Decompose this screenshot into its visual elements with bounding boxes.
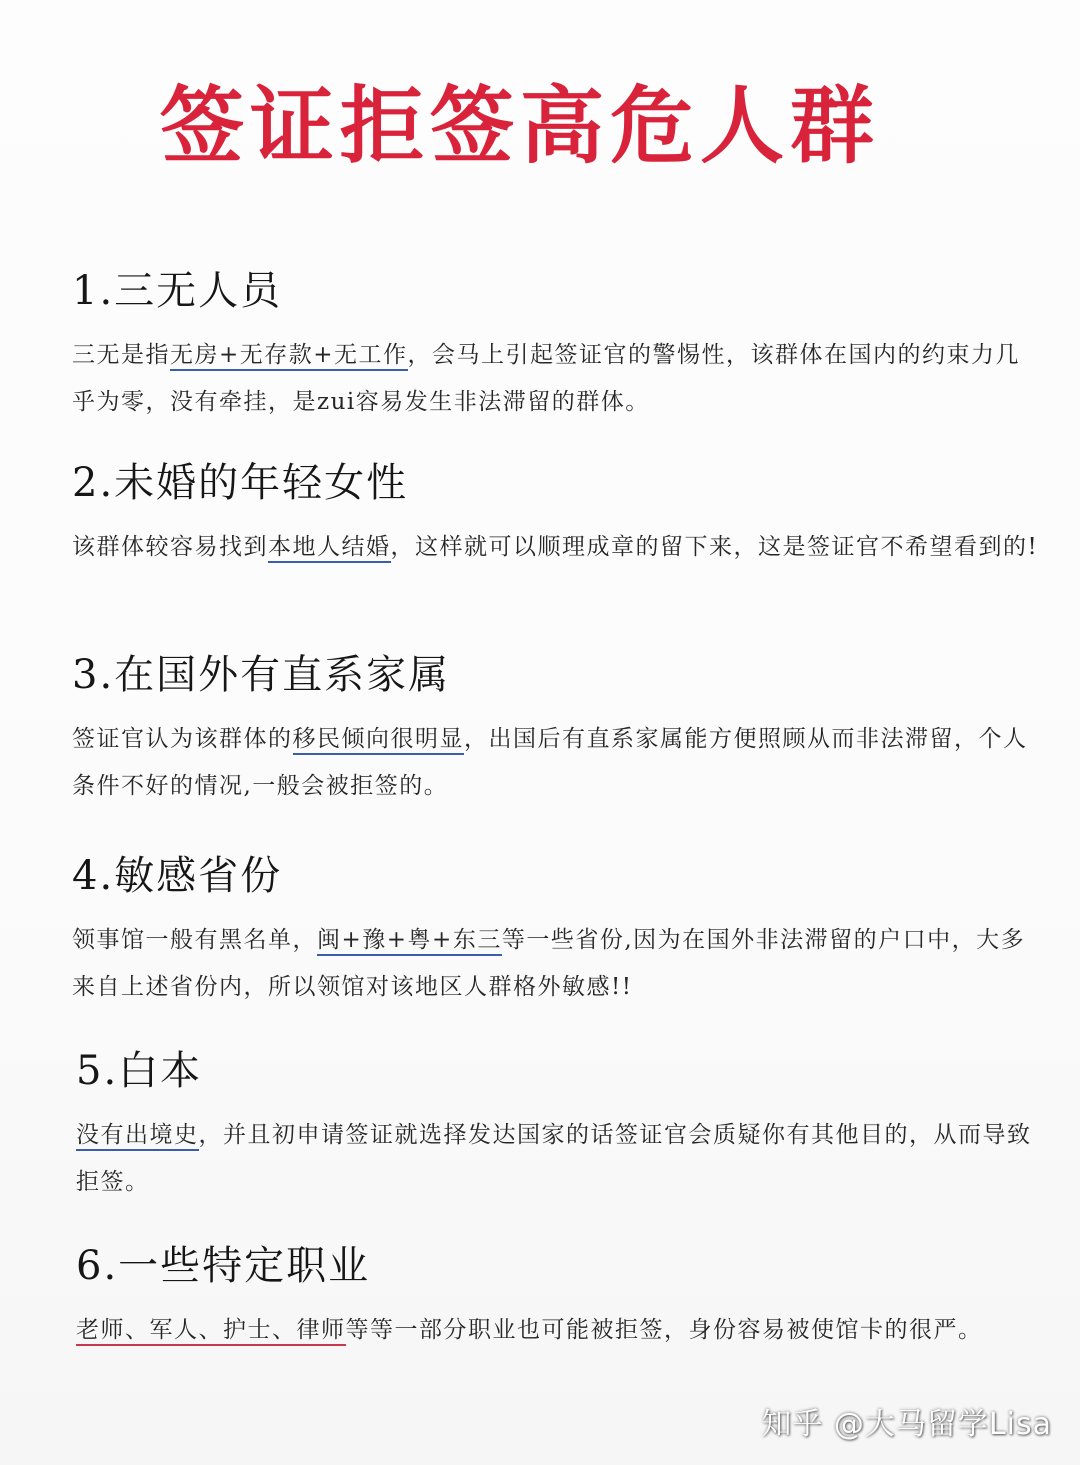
section-4 bbox=[72, 853, 1042, 1011]
body-text: 签证官认为该群体的 bbox=[72, 726, 293, 752]
section-body bbox=[76, 1307, 1046, 1354]
body-text: ，出国后有直系家属能方便照顾从而非法滞留，个人条件不好的情况,一般会被拒签的。 bbox=[72, 726, 1028, 799]
underlined-text: 闽+豫+粤+东三 bbox=[317, 927, 502, 956]
section-1 bbox=[72, 268, 1042, 426]
section-6 bbox=[76, 1243, 1046, 1354]
section-body bbox=[76, 1112, 1046, 1206]
underlined-text: 老师、军人、护士、律师 bbox=[76, 1317, 346, 1346]
body-text: ，这样就可以顺理成章的留下来，这是签证官不希望看到的! bbox=[390, 534, 1039, 560]
section-heading: 6.一些特定职业 bbox=[76, 1243, 371, 1289]
underlined-text: 无房+无存款+无工作 bbox=[170, 342, 408, 371]
section-heading: 1.三无人员 bbox=[72, 268, 283, 314]
page-title: 签证拒签高危人群 bbox=[160, 76, 881, 175]
section-body bbox=[72, 524, 1042, 571]
watermark: 知乎 @大马留学Lisa bbox=[761, 1407, 1052, 1442]
section-5 bbox=[76, 1048, 1046, 1206]
underlined-text: 本地人结婚 bbox=[268, 534, 391, 563]
body-text: 三无是指 bbox=[72, 342, 170, 368]
section-3 bbox=[72, 652, 1042, 810]
section-heading: 4.敏感省份 bbox=[72, 853, 283, 899]
section-heading: 2.未婚的年轻女性 bbox=[72, 460, 409, 506]
section-heading: 3.在国外有直系家属 bbox=[72, 652, 451, 698]
section-body bbox=[72, 716, 1042, 810]
section-body bbox=[72, 917, 1042, 1011]
underlined-text: 没有出境史 bbox=[76, 1122, 199, 1151]
body-text: 等等一部分职业也可能被拒签，身份容易被使馆卡的很严。 bbox=[345, 1317, 983, 1343]
body-text: 等一些省份,因为在国外非法滞留的户口中，大多来自上述省份内，所以领馆对该地区人群格外敏感!! bbox=[72, 927, 1026, 1000]
section-body bbox=[72, 332, 1042, 426]
body-text: 该群体较容易找到 bbox=[72, 534, 268, 560]
body-text: ，会马上引起签证官的警惕性，该群体在国内的约束力几乎为零，没有牵挂，是zui容易发生非法滞留的群体。 bbox=[72, 342, 1021, 415]
section-heading: 5.白本 bbox=[76, 1048, 203, 1094]
body-text: ，并且初申请签证就选择发达国家的话签证官会质疑你有其他目的，从而导致拒签。 bbox=[76, 1122, 1032, 1195]
body-text: 领事馆一般有黑名单， bbox=[72, 927, 317, 953]
section-2 bbox=[72, 460, 1042, 571]
underlined-text: 移民倾向很明显 bbox=[293, 726, 465, 755]
